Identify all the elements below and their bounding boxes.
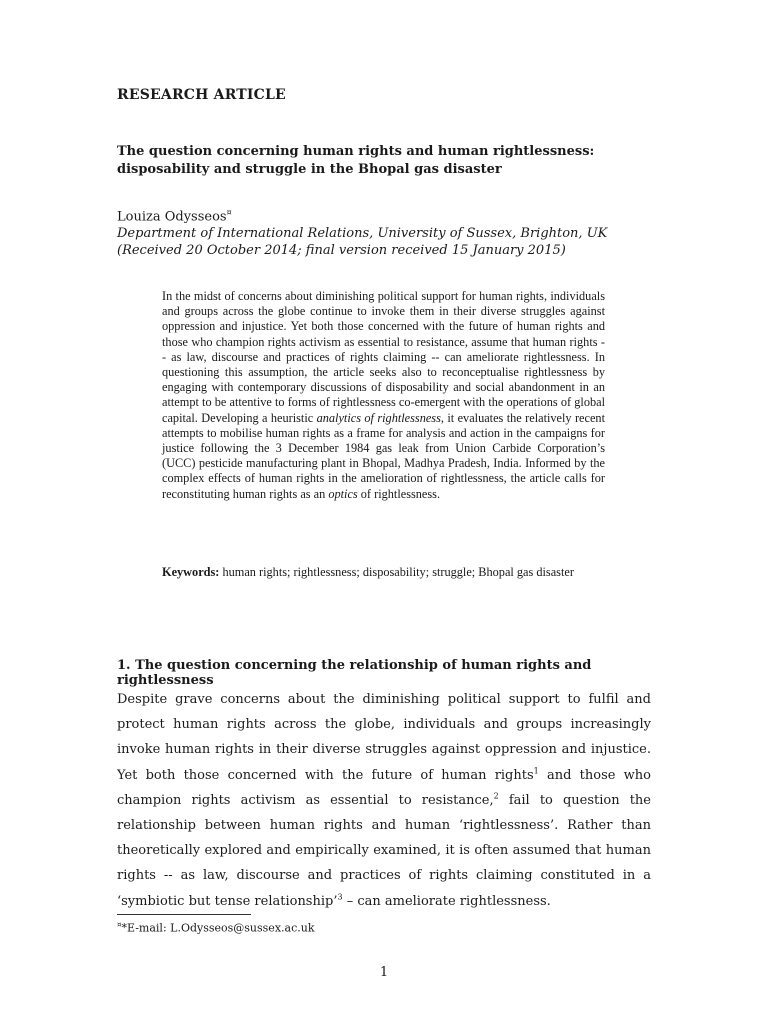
abstract-text-3: of rightlessness.: [357, 486, 441, 501]
footnote-ref-3[interactable]: 3: [337, 892, 343, 902]
footnote: [117, 921, 637, 935]
keywords-label: Keywords:: [162, 565, 220, 579]
author-block: [117, 204, 657, 259]
abstract-text-2: , it evaluates the relatively recent attempts to mobilise human rights as a frame for analysis and action in the campaigns for justice following the 3 December 1984 gas leak from Union Carbide Corporation’s (UCC) pesticide manufacturing plant in Bhopal, Madhya Pradesh, India. Informed by the complex effects of human rights in the amelioration of rightlessness, the article calls for reconstituting human rights as an: [162, 410, 605, 501]
body-text-3: fail to question the relationship between human rights and human ‘rightlessness’. Rather than theoretically explored and empirically examined, it is often assumed that human rights -- as law, discourse and practices of rights claiming constituted in a ‘symbiotic but tense relationship’: [117, 792, 652, 909]
keywords: [162, 565, 605, 580]
article-type-label: RESEARCH ARTICLE: [117, 87, 286, 103]
abstract-italic-optics: optics: [328, 486, 358, 501]
footnote-ref-2[interactable]: 2: [493, 791, 499, 801]
footnote-mark: ¤: [117, 921, 122, 929]
body-text-1: Despite grave concerns about the diminishing political support to fulfil and protect human rights across the globe, individuals and groups increasingly invoke human rights in their diverse struggles against oppression and injustice. Yet both those concerned with the future of human rights: [117, 692, 651, 783]
author-affiliation: Department of International Relations, University of Sussex, Brighton, UK: [117, 226, 608, 242]
footnote-divider: [117, 914, 251, 915]
body-text-2: and those who champion rights activism as essential to resistance,: [117, 767, 651, 808]
footnote-email[interactable]: *E-mail: L.Odysseos@sussex.ac.uk: [121, 921, 315, 935]
body-paragraph: [117, 687, 651, 914]
abstract-text-1: In the midst of concerns about diminishing political support for human rights, individuals and groups across the globe continue to invoke them in their diverse struggles against oppression and injustice. Yet both those concerned with the future of human rights and those who champion rights activism as essential to resistance, assume that human rights -- as law, discourse and practices of rights claiming -- can ameliorate rightlessness. In questioning this assumption, the article seeks also to reconceptualise rightlessness by engaging with contemporary discussions of disposability and social abandonment in an attempt to be attentive to forms of rightlessness co-emergent with the operations of global capital. Developing a heuristic: [162, 289, 605, 425]
author-footnote-mark: ¤: [226, 208, 232, 217]
abstract: [162, 289, 605, 502]
footnote-ref-1[interactable]: 1: [533, 766, 539, 776]
author-name: Louiza Odysseos: [117, 209, 227, 225]
page-number: 1: [379, 965, 389, 980]
body-text-4: – can ameliorate rightlessness.: [342, 893, 551, 909]
abstract-italic-analytics: analytics of rightlessness: [316, 410, 441, 425]
article-title: The question concerning human rights and human rightlessness: disposability and struggle in the Bhopal gas disaster: [117, 144, 595, 177]
keywords-text: human rights; rightlessness; disposability; struggle; Bhopal gas disaster: [219, 565, 574, 579]
author-line: [117, 204, 657, 225]
section-heading: 1. The question concerning the relationship of human rights and rightlessness: [117, 658, 592, 688]
received-dates: (Received 20 October 2014; final version received 15 January 2015): [117, 243, 566, 259]
